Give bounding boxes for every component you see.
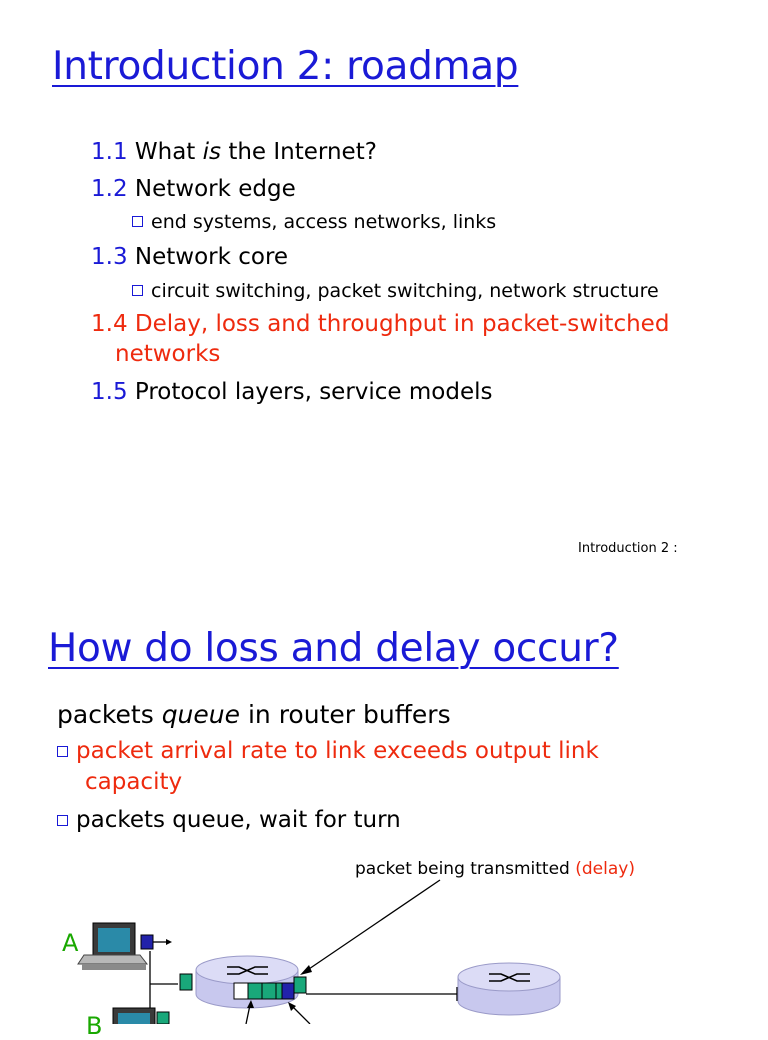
packet-b-icon: [157, 1012, 169, 1024]
item-number: 1.2: [91, 176, 128, 202]
item-number: 1.3: [91, 244, 128, 270]
slide-title: Introduction 2: roadmap: [52, 44, 519, 89]
loss-delay-slide: [0, 580, 768, 1040]
computer-b-icon: [113, 1008, 155, 1024]
incoming-packet-icon: [180, 974, 192, 990]
item-text: Network core: [134, 244, 289, 270]
item-number: 1.4: [91, 311, 128, 337]
roadmap-item-1-1: [91, 139, 377, 165]
roadmap-item-1-3: [91, 244, 288, 270]
annotation-arrow: [300, 880, 440, 975]
queue-buffer-icon: [234, 983, 294, 999]
slide-title: How do loss and delay occur?: [48, 626, 619, 671]
host-b-label: B: [86, 1012, 103, 1040]
roadmap-item-1-4-continued: networks: [115, 341, 221, 367]
item-text: What is the Internet?: [134, 139, 377, 165]
subitem-text: circuit switching, packet switching, network structure: [151, 280, 659, 302]
transmit-annotation: packet being transmitted (delay): [355, 859, 635, 879]
bullet-text: packet arrival rate to link exceeds output link: [76, 738, 599, 764]
roadmap-subitem-1-2: [132, 211, 496, 233]
router-icon: [196, 956, 298, 1008]
subitem-text: end systems, access networks, links: [151, 211, 497, 233]
roadmap-item-1-2: [91, 176, 296, 202]
bullet-text: packets queue, wait for turn: [76, 807, 401, 833]
roadmap-subitem-1-3: [132, 280, 659, 302]
item-number: 1.5: [91, 379, 128, 405]
item-number: 1.1: [91, 139, 128, 165]
arrow-a-icon: [153, 939, 172, 945]
packet-a-icon: [141, 935, 153, 949]
intro-text: packets queue in router buffers: [57, 700, 451, 729]
bullet-1-continued: capacity: [85, 769, 183, 795]
transmitted-packet-icon: [294, 977, 306, 993]
computer-a-icon: [78, 923, 147, 970]
item-text: Protocol layers, service models: [134, 379, 493, 405]
slide-footer: Introduction 2 :: [578, 541, 678, 556]
bullet-square-icon: [132, 285, 143, 296]
router-2-icon: [458, 963, 560, 1015]
bullet-square-icon: [132, 216, 143, 227]
router-queue-diagram: [0, 580, 768, 1024]
roadmap-item-1-4: [91, 311, 669, 337]
item-text: Delay, loss and throughput in packet-switched: [134, 311, 670, 337]
item-text: Network edge: [134, 176, 296, 202]
roadmap-item-1-5: [91, 379, 493, 405]
host-a-label: A: [62, 929, 79, 957]
